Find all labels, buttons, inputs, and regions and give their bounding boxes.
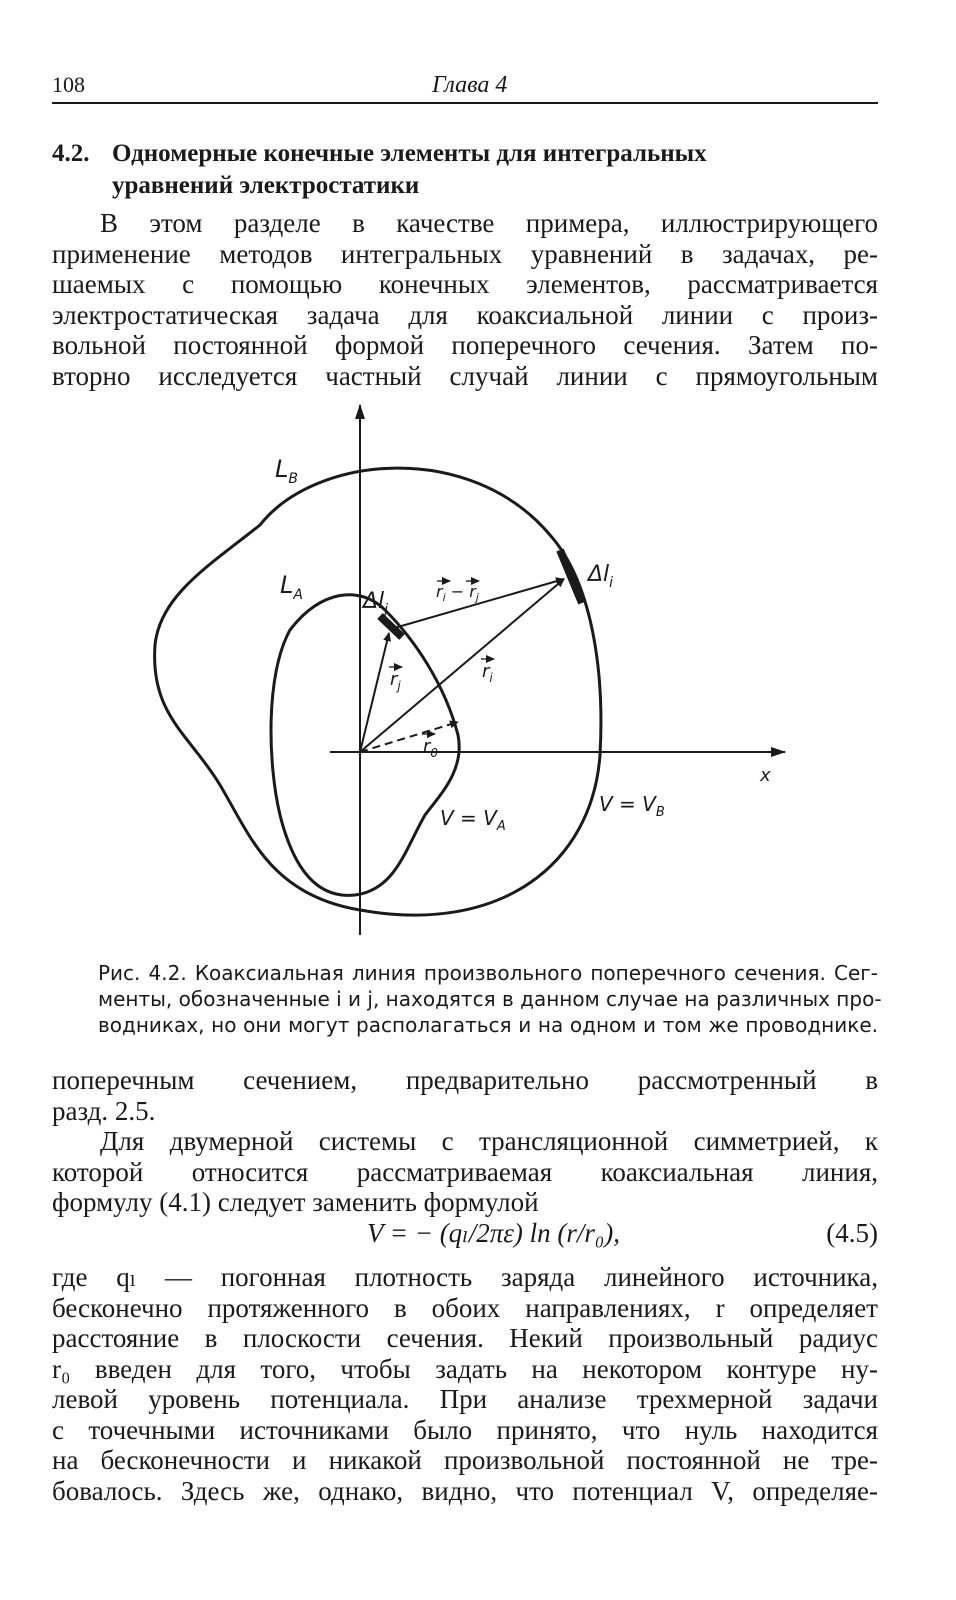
paragraph-line: расстояние в плоскости сечения. Некий произвольный радиус: [52, 1323, 878, 1353]
vector-r0-text: $r_0$: [423, 736, 439, 760]
equation-expression: V = − (qₗ/2πε) ln (r/r₀),: [367, 1218, 621, 1248]
coaxial-diagram: [140, 395, 820, 940]
caption-line: Рис. 4.2. Коаксиальная линия произвольного поперечного сечения. Сег-: [98, 961, 878, 985]
figure-caption: [98, 960, 882, 1038]
vector-r0: [360, 722, 458, 752]
section-number: 4.2.: [52, 140, 90, 167]
paragraph-line: которой относится рассматриваемая коаксиальная линия,: [52, 1156, 878, 1187]
label-x-axis: x: [760, 765, 771, 786]
paragraph-line: поперечным сечением, предварительно рассмотренный в: [52, 1065, 878, 1095]
label-vector-r0: [422, 734, 438, 760]
section-title-line: Одномерные конечные элементы для интегральных: [112, 140, 707, 167]
vector-rj-text: $r_j$: [390, 669, 401, 693]
label-segment-j: $\Delta l_j$: [363, 589, 389, 618]
paragraph-line: формулу (4.1) следует заменить формулой: [52, 1187, 539, 1217]
label-vector-rj: [389, 667, 402, 693]
running-head: [52, 72, 878, 102]
chapter-label: Глава 4: [432, 72, 508, 98]
paragraph-line: вольной постоянной формой поперечного сечения. Затем по-: [52, 330, 878, 360]
vector-ri-minus-rj: [391, 579, 564, 629]
vector-ri: [360, 579, 564, 752]
label-inner-contour: $L_A$: [280, 571, 303, 603]
header-rule: [52, 102, 878, 104]
section-title-line: уравнений электростатики: [112, 172, 420, 199]
paragraph-line: бесконечно протяженного в обоих направлениях, r определяет: [52, 1292, 878, 1323]
label-outer-contour: $L_B$: [275, 455, 298, 487]
paragraph-line: бовалось. Здесь же, однако, видно, что потенциал V, определяе-: [52, 1475, 878, 1506]
paragraph-line: левой уровень потенциала. При анализе трехмерной задачи: [52, 1384, 878, 1414]
paragraph-explanation: [52, 1262, 878, 1506]
equation-4-5: [52, 1218, 878, 1252]
section-title: [112, 138, 872, 202]
paragraph-line: с точечными источниками было принято, что нуль находится: [52, 1414, 878, 1445]
vector-rj: [360, 633, 389, 752]
outer-conductor-contour: [155, 468, 601, 915]
label-vector-diff: [436, 581, 480, 604]
paragraph-continuation: [52, 1065, 878, 1126]
label-vector-ri: [481, 659, 494, 685]
paragraph-line: электростатическая задача для коаксиальной линии с произ-: [52, 299, 878, 330]
paragraph-formula-intro: [52, 1126, 878, 1218]
paragraph-line: В этом разделе в качестве примера, иллюстрирующего: [100, 208, 878, 238]
paragraph-line: Для двумерной системы с трансляционной симметрией, к: [100, 1126, 878, 1156]
label-segment-i: $\Delta l_i$: [588, 562, 614, 591]
page-number: 108: [52, 72, 85, 97]
equation-number: (4.5): [826, 1218, 878, 1248]
vector-diff-text: $r_i - r_j$: [436, 582, 479, 604]
paragraph-line: вторно исследуется частный случай линии с прямоугольным: [52, 360, 878, 391]
paragraph-line: применение методов интегральных уравнений в задачах, ре-: [52, 238, 878, 269]
segment-i-marker: [560, 550, 582, 603]
figure-coaxial-line: [140, 395, 820, 940]
label-potential-outer: $V = V_B$: [599, 792, 665, 820]
vector-ri-text: $r_i$: [482, 661, 493, 685]
paragraph-line: на бесконечности и никакой произвольной постоянной не тре-: [52, 1445, 878, 1475]
label-potential-inner: $V = V_A$: [440, 806, 506, 834]
paragraph-line: r₀ введен для того, чтобы задать на некотором контуре ну-: [52, 1353, 878, 1384]
paragraph-line: где qₗ — погонная плотность заряда линейного источника,: [52, 1262, 878, 1292]
caption-line: менты, обозначенные i и j, находятся в данном случае на различных про-: [98, 987, 882, 1011]
caption-line: водниках, но они могут располагаться и на одном и том же проводнике.: [98, 1013, 878, 1037]
paragraph-line: разд. 2.5.: [52, 1095, 156, 1126]
paragraph-intro: [52, 208, 878, 391]
paragraph-line: шаемых с помощью конечных элементов, рассматривается: [52, 269, 878, 299]
